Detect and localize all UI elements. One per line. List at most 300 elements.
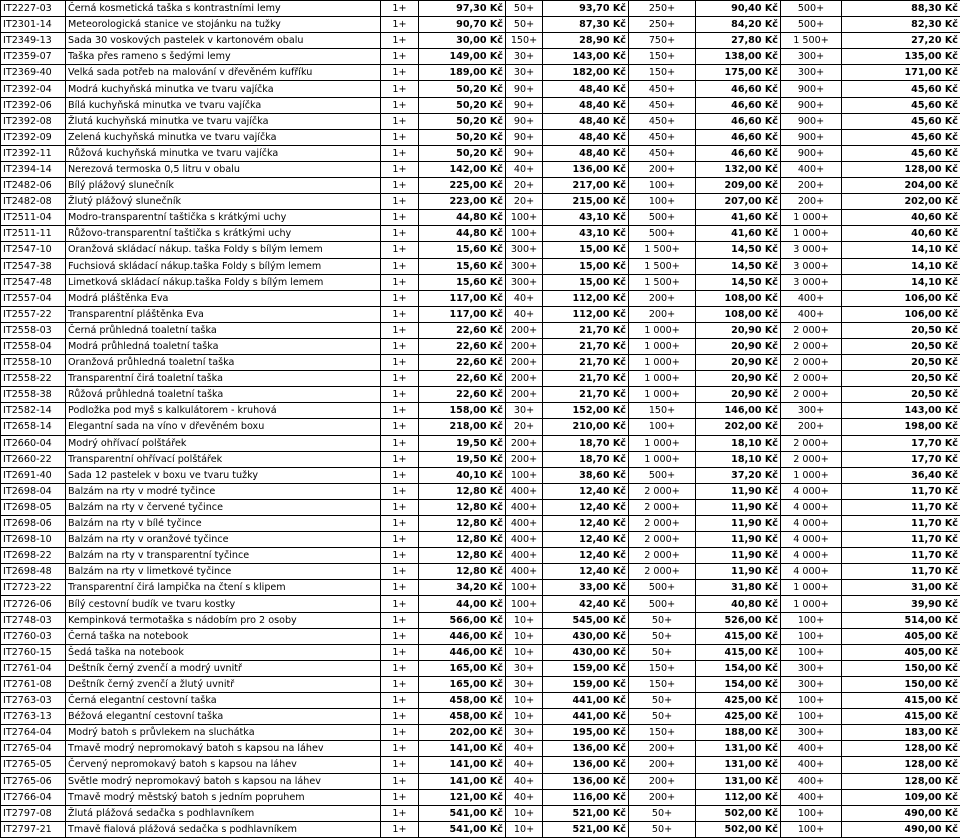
price-value: 14,10 xyxy=(911,261,941,272)
qty-tier-4-cell: 900+ xyxy=(781,113,842,129)
price-value: 12,40 xyxy=(579,550,609,561)
price-value: 159,00 xyxy=(573,663,610,674)
price-tier-1-cell xyxy=(419,355,506,371)
price-value: 541,00 xyxy=(450,808,487,819)
currency-label: Kč xyxy=(490,357,503,368)
price-value: 44,00 xyxy=(456,599,486,610)
currency-label: Kč xyxy=(945,534,958,545)
qty-tier-2-cell: 400+ xyxy=(506,499,543,515)
qty-tier-2-cell: 100+ xyxy=(506,210,543,226)
price-value: 152,00 xyxy=(573,405,610,416)
qty-tier-4-cell: 900+ xyxy=(781,129,842,145)
item-code-cell: IT2482-08 xyxy=(1,194,66,210)
price-tier-4-cell xyxy=(842,435,960,451)
qty-tier-1-cell: 1+ xyxy=(381,178,419,194)
item-code-cell: IT2658-14 xyxy=(1,419,66,435)
price-value: 90,70 xyxy=(456,19,486,30)
price-tier-3-cell xyxy=(696,161,781,177)
table-row xyxy=(1,290,960,306)
item-code-cell: IT2557-04 xyxy=(1,290,66,306)
currency-label: Kč xyxy=(765,695,778,706)
price-tier-2-cell xyxy=(543,676,629,692)
qty-tier-4-cell: 300+ xyxy=(781,725,842,741)
table-row xyxy=(1,612,960,628)
currency-label: Kč xyxy=(490,566,503,577)
item-name-cell: Žlutá plážová sedačka s podhlavníkem xyxy=(66,805,381,821)
currency-label: Kč xyxy=(490,405,503,416)
price-value: 50,20 xyxy=(456,116,486,127)
price-tier-4-cell xyxy=(842,821,960,837)
price-tier-1-cell xyxy=(419,81,506,97)
price-value: 154,00 xyxy=(725,663,762,674)
price-value: 150,00 xyxy=(905,663,942,674)
price-value: 19,50 xyxy=(456,454,486,465)
qty-tier-3-cell: 2 000+ xyxy=(629,532,696,548)
price-tier-4-cell xyxy=(842,129,960,145)
price-value: 14,50 xyxy=(731,261,761,272)
item-name-cell: Balzám na rty v transparentní tyčince xyxy=(66,548,381,564)
price-value: 441,00 xyxy=(573,695,610,706)
price-value: 27,20 xyxy=(911,35,941,46)
qty-tier-4-cell: 2 000+ xyxy=(781,435,842,451)
price-value: 12,80 xyxy=(456,566,486,577)
item-code-cell: IT2394-14 xyxy=(1,161,66,177)
price-value: 14,50 xyxy=(731,244,761,255)
price-tier-4-cell xyxy=(842,194,960,210)
currency-label: Kč xyxy=(490,309,503,320)
price-value: 415,00 xyxy=(905,711,942,722)
price-value: 38,60 xyxy=(579,470,609,481)
currency-label: Kč xyxy=(945,615,958,626)
currency-label: Kč xyxy=(945,67,958,78)
qty-tier-1-cell: 1+ xyxy=(381,725,419,741)
price-tier-3-cell xyxy=(696,113,781,129)
price-tier-1-cell xyxy=(419,338,506,354)
price-tier-3-cell xyxy=(696,178,781,194)
currency-label: Kč xyxy=(765,824,778,835)
price-tier-2-cell xyxy=(543,210,629,226)
price-value: 40,60 xyxy=(911,212,941,223)
item-name-cell: Bílý cestovní budík ve tvaru kostky xyxy=(66,596,381,612)
currency-label: Kč xyxy=(945,566,958,577)
table-row xyxy=(1,532,960,548)
qty-tier-3-cell: 50+ xyxy=(629,805,696,821)
price-tier-4-cell xyxy=(842,676,960,692)
qty-tier-1-cell: 1+ xyxy=(381,483,419,499)
qty-tier-3-cell: 50+ xyxy=(629,628,696,644)
price-value: 225,00 xyxy=(450,180,487,191)
price-tier-3-cell xyxy=(696,338,781,354)
price-value: 128,00 xyxy=(905,759,942,770)
item-code-cell: IT2511-04 xyxy=(1,210,66,226)
qty-tier-3-cell: 1 000+ xyxy=(629,387,696,403)
price-value: 405,00 xyxy=(905,631,942,642)
qty-tier-2-cell: 300+ xyxy=(506,274,543,290)
qty-tier-3-cell: 450+ xyxy=(629,113,696,129)
currency-label: Kč xyxy=(945,711,958,722)
currency-label: Kč xyxy=(613,293,626,304)
price-value: 21,70 xyxy=(579,325,609,336)
qty-tier-1-cell: 1+ xyxy=(381,371,419,387)
price-value: 87,30 xyxy=(579,19,609,30)
price-value: 30,00 xyxy=(456,35,486,46)
currency-label: Kč xyxy=(613,389,626,400)
price-tier-1-cell xyxy=(419,49,506,65)
item-name-cell: Modrá průhledná toaletní taška xyxy=(66,338,381,354)
price-tier-4-cell xyxy=(842,548,960,564)
price-value: 36,40 xyxy=(911,470,941,481)
currency-label: Kč xyxy=(613,759,626,770)
qty-tier-2-cell: 30+ xyxy=(506,49,543,65)
item-name-cell: Balzám na rty v limetkové tyčince xyxy=(66,564,381,580)
qty-tier-1-cell: 1+ xyxy=(381,628,419,644)
price-tier-3-cell xyxy=(696,483,781,499)
price-value: 22,60 xyxy=(456,341,486,352)
qty-tier-1-cell: 1+ xyxy=(381,676,419,692)
qty-tier-4-cell: 1 000+ xyxy=(781,226,842,242)
table-row xyxy=(1,676,960,692)
price-value: 20,50 xyxy=(911,373,941,384)
price-tier-4-cell xyxy=(842,371,960,387)
currency-label: Kč xyxy=(765,599,778,610)
price-tier-1-cell xyxy=(419,226,506,242)
currency-label: Kč xyxy=(765,244,778,255)
table-row xyxy=(1,226,960,242)
price-value: 20,90 xyxy=(731,373,761,384)
price-value: 50,20 xyxy=(456,148,486,159)
table-row xyxy=(1,274,960,290)
currency-label: Kč xyxy=(945,325,958,336)
qty-tier-1-cell: 1+ xyxy=(381,81,419,97)
price-value: 202,00 xyxy=(905,196,942,207)
price-value: 526,00 xyxy=(725,615,762,626)
price-tier-2-cell xyxy=(543,548,629,564)
qty-tier-3-cell: 250+ xyxy=(629,1,696,17)
qty-tier-1-cell: 1+ xyxy=(381,306,419,322)
price-value: 45,60 xyxy=(911,132,941,143)
qty-tier-2-cell: 20+ xyxy=(506,194,543,210)
qty-tier-4-cell: 200+ xyxy=(781,419,842,435)
price-tier-1-cell xyxy=(419,709,506,725)
qty-tier-3-cell: 200+ xyxy=(629,290,696,306)
currency-label: Kč xyxy=(613,582,626,593)
currency-label: Kč xyxy=(490,100,503,111)
price-tier-2-cell xyxy=(543,322,629,338)
currency-label: Kč xyxy=(945,389,958,400)
price-value: 22,60 xyxy=(456,373,486,384)
currency-label: Kč xyxy=(765,196,778,207)
item-name-cell: Růžová průhledná toaletní taška xyxy=(66,387,381,403)
qty-tier-2-cell: 200+ xyxy=(506,435,543,451)
price-tier-3-cell xyxy=(696,371,781,387)
currency-label: Kč xyxy=(765,341,778,352)
table-row xyxy=(1,805,960,821)
qty-tier-2-cell: 50+ xyxy=(506,17,543,33)
price-value: 21,70 xyxy=(579,341,609,352)
qty-tier-1-cell: 1+ xyxy=(381,757,419,773)
qty-tier-4-cell: 900+ xyxy=(781,145,842,161)
price-value: 415,00 xyxy=(725,631,762,642)
qty-tier-1-cell: 1+ xyxy=(381,242,419,258)
currency-label: Kč xyxy=(490,19,503,30)
currency-label: Kč xyxy=(945,293,958,304)
price-value: 22,60 xyxy=(456,325,486,336)
qty-tier-1-cell: 1+ xyxy=(381,805,419,821)
price-value: 12,80 xyxy=(456,486,486,497)
qty-tier-2-cell: 40+ xyxy=(506,306,543,322)
currency-label: Kč xyxy=(945,100,958,111)
item-name-cell: Černá elegantní cestovní taška xyxy=(66,693,381,709)
price-value: 11,90 xyxy=(731,566,761,577)
qty-tier-4-cell: 400+ xyxy=(781,741,842,757)
qty-tier-2-cell: 10+ xyxy=(506,644,543,660)
currency-label: Kč xyxy=(490,454,503,465)
item-name-cell: Zelená kuchyňská minutka ve tvaru vajíčka xyxy=(66,129,381,145)
qty-tier-1-cell: 1+ xyxy=(381,451,419,467)
item-name-cell: Nerezová termoska 0,5 litru v obalu xyxy=(66,161,381,177)
qty-tier-1-cell: 1+ xyxy=(381,660,419,676)
price-value: 46,60 xyxy=(731,116,761,127)
qty-tier-2-cell: 40+ xyxy=(506,757,543,773)
qty-tier-1-cell: 1+ xyxy=(381,435,419,451)
price-tier-4-cell xyxy=(842,516,960,532)
currency-label: Kč xyxy=(613,647,626,658)
price-value: 20,90 xyxy=(731,325,761,336)
currency-label: Kč xyxy=(945,421,958,432)
qty-tier-4-cell: 3 000+ xyxy=(781,242,842,258)
qty-tier-3-cell: 2 000+ xyxy=(629,499,696,515)
price-value: 117,00 xyxy=(450,309,487,320)
price-value: 18,10 xyxy=(731,438,761,449)
currency-label: Kč xyxy=(490,164,503,175)
currency-label: Kč xyxy=(613,212,626,223)
currency-label: Kč xyxy=(490,51,503,62)
currency-label: Kč xyxy=(490,261,503,272)
currency-label: Kč xyxy=(945,502,958,513)
price-value: 128,00 xyxy=(905,776,942,787)
qty-tier-1-cell: 1+ xyxy=(381,49,419,65)
price-value: 39,90 xyxy=(911,599,941,610)
qty-tier-3-cell: 2 000+ xyxy=(629,516,696,532)
item-code-cell: IT2359-07 xyxy=(1,49,66,65)
currency-label: Kč xyxy=(765,261,778,272)
currency-label: Kč xyxy=(613,148,626,159)
price-tier-2-cell xyxy=(543,81,629,97)
price-tier-1-cell xyxy=(419,451,506,467)
qty-tier-3-cell: 500+ xyxy=(629,467,696,483)
price-tier-1-cell xyxy=(419,258,506,274)
currency-label: Kč xyxy=(945,599,958,610)
price-value: 45,60 xyxy=(911,148,941,159)
price-tier-3-cell xyxy=(696,499,781,515)
item-name-cell: Černá kosmetická taška s kontrastními lemy xyxy=(66,1,381,17)
price-value: 430,00 xyxy=(573,647,610,658)
price-tier-2-cell xyxy=(543,709,629,725)
price-value: 141,00 xyxy=(450,743,487,754)
price-value: 128,00 xyxy=(905,743,942,754)
item-code-cell: IT2726-06 xyxy=(1,596,66,612)
table-row xyxy=(1,789,960,805)
item-code-cell: IT2797-08 xyxy=(1,805,66,821)
price-value: 141,00 xyxy=(450,759,487,770)
price-tier-2-cell xyxy=(543,725,629,741)
currency-label: Kč xyxy=(490,599,503,610)
price-value: 141,00 xyxy=(450,776,487,787)
currency-label: Kč xyxy=(613,534,626,545)
currency-label: Kč xyxy=(945,35,958,46)
currency-label: Kč xyxy=(945,518,958,529)
price-tier-1-cell xyxy=(419,129,506,145)
qty-tier-4-cell: 200+ xyxy=(781,194,842,210)
item-code-cell: IT2511-11 xyxy=(1,226,66,242)
item-name-cell: Oranžová skládací nákup. taška Foldy s bílým lemem xyxy=(66,242,381,258)
item-code-cell: IT2763-03 xyxy=(1,693,66,709)
currency-label: Kč xyxy=(765,631,778,642)
price-tier-1-cell xyxy=(419,290,506,306)
qty-tier-3-cell: 250+ xyxy=(629,17,696,33)
item-name-cell: Béžová elegantní cestovní taška xyxy=(66,709,381,725)
item-name-cell: Růžovo-transparentní taštička s krátkými uchy xyxy=(66,226,381,242)
item-code-cell: IT2660-04 xyxy=(1,435,66,451)
price-value: 217,00 xyxy=(573,180,610,191)
currency-label: Kč xyxy=(490,67,503,78)
currency-label: Kč xyxy=(765,582,778,593)
price-tier-3-cell xyxy=(696,773,781,789)
price-value: 43,10 xyxy=(579,212,609,223)
qty-tier-2-cell: 100+ xyxy=(506,580,543,596)
price-value: 41,60 xyxy=(731,228,761,239)
currency-label: Kč xyxy=(490,582,503,593)
price-value: 458,00 xyxy=(450,711,487,722)
price-value: 14,10 xyxy=(911,277,941,288)
qty-tier-1-cell: 1+ xyxy=(381,741,419,757)
currency-label: Kč xyxy=(945,180,958,191)
price-tier-1-cell xyxy=(419,564,506,580)
table-row xyxy=(1,741,960,757)
qty-tier-4-cell: 500+ xyxy=(781,1,842,17)
qty-tier-1-cell: 1+ xyxy=(381,419,419,435)
price-value: 11,70 xyxy=(911,502,941,513)
price-value: 108,00 xyxy=(725,293,762,304)
qty-tier-3-cell: 1 000+ xyxy=(629,371,696,387)
price-value: 106,00 xyxy=(905,309,942,320)
price-tier-1-cell xyxy=(419,596,506,612)
currency-label: Kč xyxy=(613,373,626,384)
price-tier-2-cell xyxy=(543,258,629,274)
currency-label: Kč xyxy=(490,389,503,400)
price-value: 21,70 xyxy=(579,373,609,384)
price-tier-4-cell xyxy=(842,580,960,596)
qty-tier-1-cell: 1+ xyxy=(381,709,419,725)
currency-label: Kč xyxy=(490,180,503,191)
price-value: 218,00 xyxy=(450,421,487,432)
qty-tier-4-cell: 1 000+ xyxy=(781,580,842,596)
qty-tier-1-cell: 1+ xyxy=(381,161,419,177)
price-tier-4-cell xyxy=(842,178,960,194)
price-value: 27,80 xyxy=(731,35,761,46)
item-code-cell: IT2698-06 xyxy=(1,516,66,532)
price-tier-3-cell xyxy=(696,210,781,226)
qty-tier-2-cell: 400+ xyxy=(506,564,543,580)
qty-tier-3-cell: 450+ xyxy=(629,129,696,145)
table-row xyxy=(1,564,960,580)
price-value: 11,90 xyxy=(731,486,761,497)
price-tier-1-cell xyxy=(419,371,506,387)
currency-label: Kč xyxy=(765,776,778,787)
price-value: 121,00 xyxy=(450,792,487,803)
currency-label: Kč xyxy=(490,132,503,143)
qty-tier-3-cell: 1 000+ xyxy=(629,435,696,451)
qty-tier-4-cell: 400+ xyxy=(781,757,842,773)
price-tier-2-cell xyxy=(543,499,629,515)
price-tier-2-cell xyxy=(543,113,629,129)
item-code-cell: IT2698-22 xyxy=(1,548,66,564)
table-row xyxy=(1,355,960,371)
price-tier-3-cell xyxy=(696,580,781,596)
price-value: 12,80 xyxy=(456,534,486,545)
currency-label: Kč xyxy=(765,373,778,384)
item-name-cell: Červený nepromokavý batoh s kapsou na láhev xyxy=(66,757,381,773)
currency-label: Kč xyxy=(613,518,626,529)
price-value: 15,60 xyxy=(456,244,486,255)
qty-tier-4-cell: 3 000+ xyxy=(781,258,842,274)
currency-label: Kč xyxy=(613,100,626,111)
price-value: 11,90 xyxy=(731,518,761,529)
currency-label: Kč xyxy=(765,647,778,658)
currency-label: Kč xyxy=(613,776,626,787)
price-tier-2-cell xyxy=(543,178,629,194)
price-tier-2-cell xyxy=(543,49,629,65)
table-row xyxy=(1,65,960,81)
price-value: 195,00 xyxy=(573,727,610,738)
price-value: 502,00 xyxy=(725,808,762,819)
price-value: 131,00 xyxy=(725,743,762,754)
price-value: 14,50 xyxy=(731,277,761,288)
price-tier-2-cell xyxy=(543,644,629,660)
price-tier-3-cell xyxy=(696,612,781,628)
qty-tier-3-cell: 150+ xyxy=(629,403,696,419)
qty-tier-1-cell: 1+ xyxy=(381,145,419,161)
price-tier-3-cell xyxy=(696,290,781,306)
price-value: 430,00 xyxy=(573,631,610,642)
currency-label: Kč xyxy=(945,3,958,14)
currency-label: Kč xyxy=(490,244,503,255)
currency-label: Kč xyxy=(613,421,626,432)
price-value: 19,50 xyxy=(456,438,486,449)
price-value: 112,00 xyxy=(573,309,610,320)
price-tier-1-cell xyxy=(419,532,506,548)
table-row xyxy=(1,129,960,145)
qty-tier-2-cell: 200+ xyxy=(506,322,543,338)
price-value: 18,70 xyxy=(579,454,609,465)
currency-label: Kč xyxy=(765,615,778,626)
price-tier-2-cell xyxy=(543,129,629,145)
price-value: 209,00 xyxy=(725,180,762,191)
item-code-cell: IT2547-38 xyxy=(1,258,66,274)
qty-tier-1-cell: 1+ xyxy=(381,226,419,242)
item-name-cell: Sada 12 pastelek v boxu ve tvaru tužky xyxy=(66,467,381,483)
price-tier-1-cell xyxy=(419,499,506,515)
table-row xyxy=(1,210,960,226)
qty-tier-1-cell: 1+ xyxy=(381,612,419,628)
qty-tier-2-cell: 200+ xyxy=(506,387,543,403)
qty-tier-4-cell: 2 000+ xyxy=(781,322,842,338)
table-row xyxy=(1,258,960,274)
qty-tier-4-cell: 3 000+ xyxy=(781,274,842,290)
qty-tier-4-cell: 300+ xyxy=(781,65,842,81)
item-code-cell: IT2761-04 xyxy=(1,660,66,676)
qty-tier-4-cell: 200+ xyxy=(781,178,842,194)
